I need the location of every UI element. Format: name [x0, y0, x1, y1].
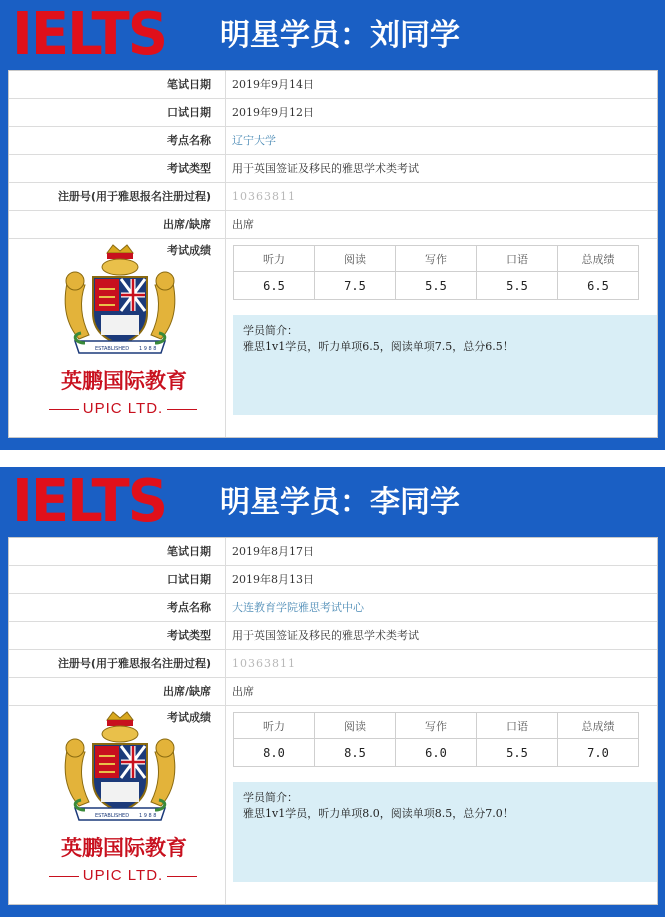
student-card-li [0, 467, 665, 917]
score-speaking: 5.5 [477, 272, 558, 300]
svg-text:1 9 8 8: 1 9 8 8 [139, 346, 157, 352]
score-header-row [234, 246, 639, 272]
test-center-link[interactable]: 辽宁大学 [225, 127, 655, 155]
ielts-logo: IELTS [12, 467, 167, 536]
row-label: 考点名称 [167, 134, 211, 147]
row-label: 注册号(用于雅思报名注册过程) [57, 657, 211, 670]
row-test-type [9, 155, 657, 183]
intro-text: 雅思1v1学员，听力单项6.5，阅读单项7.5，总分6.5！ [243, 340, 514, 353]
row-attendance [9, 678, 657, 706]
column-divider [225, 706, 226, 904]
row-label: 注册号(用于雅思报名注册过程) [57, 190, 211, 203]
student-card-liu [0, 0, 665, 450]
score-label: 考试成绩 [167, 244, 211, 257]
header-speaking: 口语 [477, 246, 558, 272]
row-test-center [9, 594, 657, 622]
score-table [233, 245, 639, 300]
result-panel [8, 70, 658, 438]
row-registration-number [9, 650, 657, 678]
header-overall: 总成绩 [558, 246, 639, 272]
intro-text: 雅思1v1学员，听力单项8.0，阅读单项8.5，总分7.0！ [243, 807, 514, 820]
row-speaking-date [9, 566, 657, 594]
score-table [233, 712, 639, 767]
row-label: 出席/缺席 [162, 685, 211, 698]
score-writing: 6.0 [396, 739, 477, 767]
row-label: 考试类型 [167, 629, 211, 642]
row-written-date [9, 538, 657, 566]
score-reading: 8.5 [315, 739, 396, 767]
student-intro [233, 315, 657, 415]
svg-text:ESTABLISHED: ESTABLISHED [95, 346, 130, 352]
row-value: 用于英国签证及移民的雅思学术类考试 [225, 155, 655, 183]
row-label: 口试日期 [167, 106, 211, 119]
royal-crest-icon [45, 710, 195, 828]
svg-text:1 9 8 8: 1 9 8 8 [139, 813, 157, 819]
row-written-date [9, 71, 657, 99]
registration-number-value: 10363811 [225, 183, 655, 211]
row-value: 2019年8月13日 [225, 566, 655, 594]
score-value-row [234, 272, 639, 300]
row-attendance [9, 211, 657, 239]
banner-title: 明星学员：刘同学 [220, 18, 460, 53]
card-banner [0, 0, 665, 70]
score-label: 考试成绩 [167, 711, 211, 724]
org-en-text: UPIC LTD. [82, 400, 164, 417]
score-header-row [234, 713, 639, 739]
royal-crest-icon [45, 243, 195, 361]
row-value: 2019年9月12日 [225, 99, 655, 127]
svg-text:ESTABLISHED: ESTABLISHED [95, 813, 130, 819]
rule-left [49, 876, 79, 877]
score-writing: 5.5 [396, 272, 477, 300]
rule-right [167, 876, 197, 877]
row-label: 口试日期 [167, 573, 211, 586]
org-name: 英鹏国际教育 [61, 369, 187, 393]
row-value: 用于英国签证及移民的雅思学术类考试 [225, 622, 655, 650]
score-value-row [234, 739, 639, 767]
score-reading: 7.5 [315, 272, 396, 300]
row-label: 出席/缺席 [162, 218, 211, 231]
intro-title: 学员简介： [243, 791, 298, 804]
row-label: 笔试日期 [167, 545, 211, 558]
banner-title: 明星学员：李同学 [220, 485, 460, 520]
row-speaking-date [9, 99, 657, 127]
score-overall: 7.0 [558, 739, 639, 767]
intro-title: 学员简介： [243, 324, 298, 337]
header-writing: 写作 [396, 713, 477, 739]
org-en-text: UPIC LTD. [82, 867, 164, 884]
column-divider [225, 239, 226, 437]
org-name: 英鹏国际教育 [61, 836, 187, 860]
org-en-name [33, 866, 213, 886]
score-speaking: 5.5 [477, 739, 558, 767]
row-value: 出席 [225, 678, 655, 706]
student-intro [233, 782, 657, 882]
test-center-link[interactable]: 大连教育学院雅思考试中心 [225, 594, 655, 622]
header-reading: 阅读 [315, 713, 396, 739]
header-reading: 阅读 [315, 246, 396, 272]
score-listening: 8.0 [234, 739, 315, 767]
row-label: 考试类型 [167, 162, 211, 175]
row-label: 考点名称 [167, 601, 211, 614]
header-speaking: 口语 [477, 713, 558, 739]
row-value: 出席 [225, 211, 655, 239]
row-test-type [9, 622, 657, 650]
header-listening: 听力 [234, 246, 315, 272]
registration-number-value: 10363811 [225, 650, 655, 678]
header-listening: 听力 [234, 713, 315, 739]
row-value: 2019年9月14日 [225, 71, 655, 99]
header-overall: 总成绩 [558, 713, 639, 739]
score-area [9, 706, 657, 904]
result-panel [8, 537, 658, 905]
card-banner [0, 467, 665, 537]
rule-right [167, 409, 197, 410]
row-value: 2019年8月17日 [225, 538, 655, 566]
ielts-logo: IELTS [12, 0, 167, 69]
score-overall: 6.5 [558, 272, 639, 300]
org-en-name [33, 399, 213, 419]
row-registration-number [9, 183, 657, 211]
row-label: 笔试日期 [167, 78, 211, 91]
score-listening: 6.5 [234, 272, 315, 300]
score-area [9, 239, 657, 437]
header-writing: 写作 [396, 246, 477, 272]
rule-left [49, 409, 79, 410]
row-test-center [9, 127, 657, 155]
